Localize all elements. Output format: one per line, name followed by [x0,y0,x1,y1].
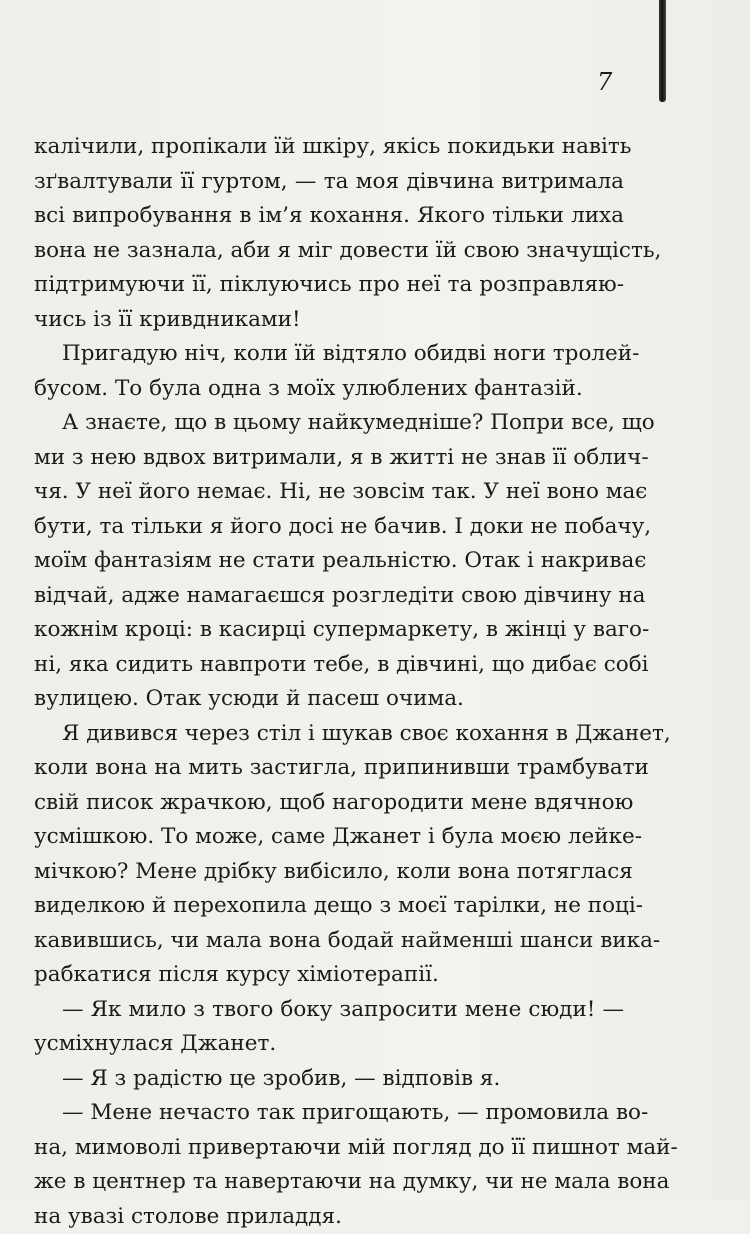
text-line: — Я з радістю це зробив, — відповів я. [34,1062,624,1097]
text-line: на увазі столове приладдя. [34,1200,624,1234]
text-line: відчай, адже намагаєшся розгледіти свою дівчину на [34,579,624,614]
text-line: ні, яка сидить навпроти тебе, в дівчині, що дибає собі [34,648,624,683]
text-line: — Мене нечасто так пригощають, — промовила во- [34,1096,624,1131]
text-line: кавившись, чи мала вона бодай найменші шанси вика- [34,924,624,959]
text-line: на, мимоволі привертаючи мій погляд до її пишнот май- [34,1131,624,1166]
text-line: коли вона на мить застигла, припинивши трамбувати [34,751,624,786]
text-line: рабкатися після курсу хіміотерапії. [34,958,624,993]
text-line: кожнім кроці: в касирці супермаркету, в жінці у ваго- [34,613,624,648]
text-line: виделкою й перехопила дещо з моєї тарілки, не поці- [34,889,624,924]
text-line: моїм фантазіям не стати реальністю. Отак і накриває [34,544,624,579]
text-line: же в центнер та навертаючи на думку, чи не мала вона [34,1165,624,1200]
page-edge-shadow [659,0,666,102]
body-text [34,130,624,1234]
text-line: — Як мило з твого боку запросити мене сюди! — [34,993,624,1028]
text-line: бусом. То була одна з моїх улюблених фантазій. [34,372,624,407]
text-line: вона не зазнала, аби я міг довести їй свою значущість, [34,234,624,269]
text-line: А знаєте, що в цьому найкумедніше? Попри все, що [34,406,624,441]
text-line: Я дивився через стіл і шукав своє кохання в Джанет, [34,717,624,752]
text-line: підтримуючи її, піклуючись про неї та розправляю- [34,268,624,303]
text-line: ми з нею вдвох витримали, я в житті не знав її облич- [34,441,624,476]
text-line: Пригадую ніч, коли їй відтяло обидві ноги тролей- [34,337,624,372]
text-line: усміхнулася Джанет. [34,1027,624,1062]
text-line: мічкою? Мене дрібку вибісило, коли вона потяглася [34,855,624,890]
text-line: усмішкою. То може, саме Джанет і була моєю лейке- [34,820,624,855]
text-line: всі випробування в ім’я кохання. Якого тільки лиха [34,199,624,234]
text-line: свій писок жрачкою, щоб нагородити мене вдячною [34,786,624,821]
text-line: чя. У неї його немає. Ні, не зовсім так. У неї воно має [34,475,624,510]
page-number: 7 [597,68,627,96]
text-line: калічили, пропікали їй шкіру, якісь покидьки навіть [34,130,624,165]
text-line: вулицею. Отак усюди й пасеш очима. [34,682,624,717]
text-line: зґвалтували її гуртом, — та моя дівчина витримала [34,165,624,200]
text-line: бути, та тільки я його досі не бачив. І доки не побачу, [34,510,624,545]
text-line: чись із її кривдниками! [34,303,624,338]
